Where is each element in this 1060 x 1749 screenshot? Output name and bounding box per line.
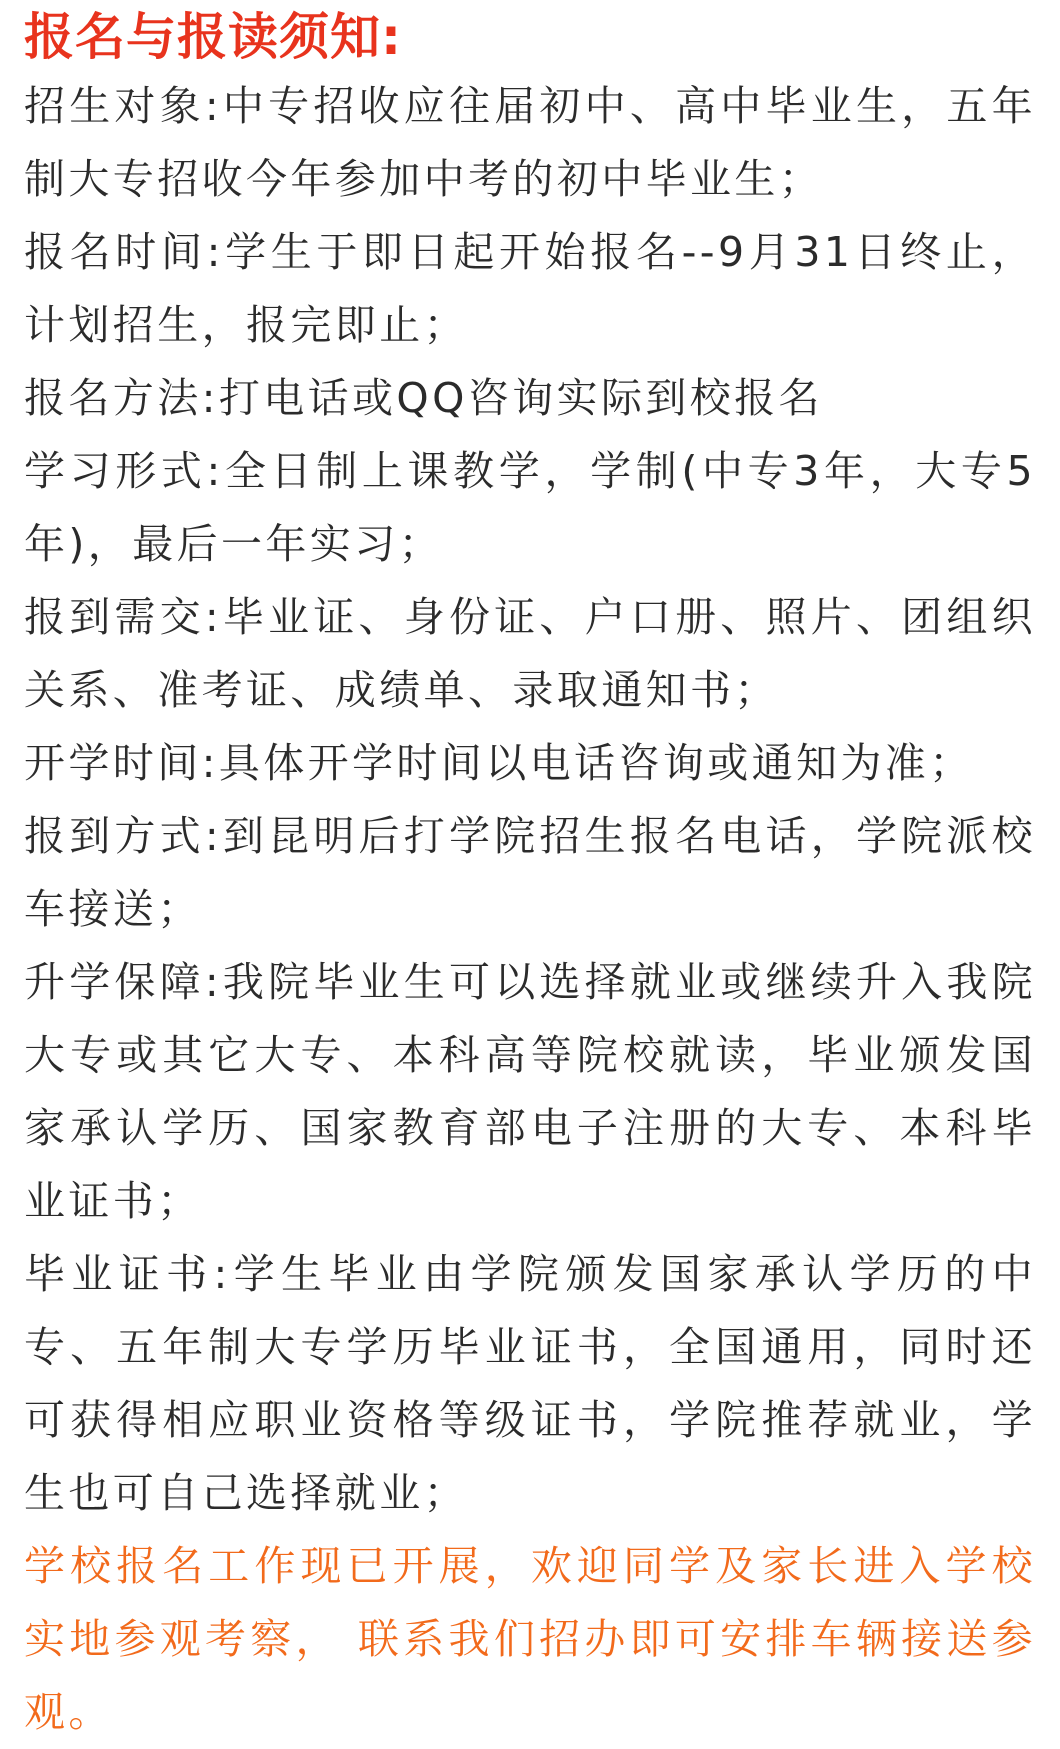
item-start-date: 开学时间:具体开学时间以电话咨询或通知为准； <box>24 739 974 787</box>
requirements-list <box>24 70 1036 1749</box>
item-registration-method: 报名方法:打电话或QQ咨询实际到校报名 <box>24 374 823 422</box>
campus-visit-notice: 学校报名工作现已开展，欢迎同学及家长进入学校实地参观考察， 联系我们招办即可安排车辆接送参观。 <box>24 1542 1036 1736</box>
item-target-students: 招生对象:中专招收应往届初中、高中毕业生，五年制大专招收今年参加中考的初中毕业生； <box>24 82 1036 203</box>
item-arrival-method: 报到方式:到昆明后打学院招生报名电话，学院派校车接送； <box>24 812 1036 933</box>
document-title: 报名与报读须知: <box>24 8 402 66</box>
item-registration-time: 报名时间:学生于即日起开始报名--9月31日终止，计划招生，报完即止； <box>24 228 1036 349</box>
item-diploma: 毕业证书:学生毕业由学院颁发国家承认学历的中专、五年制大专学历毕业证书，全国通用，同时还可获得相应职业资格等级证书，学院推荐就业，学生也可自己选择就业； <box>24 1250 1036 1517</box>
item-further-study: 升学保障:我院毕业生可以选择就业或继续升入我院大专或其它大专、本科高等院校就读，毕业颁发国家承认学历、国家教育部电子注册的大专、本科毕业证书； <box>24 958 1036 1225</box>
item-required-documents: 报到需交:毕业证、身份证、户口册、照片、团组织关系、准考证、成绩单、录取通知书； <box>24 593 1036 714</box>
item-study-format: 学习形式:全日制上课教学，学制(中专3年，大专5年)，最后一年实习； <box>24 447 1036 568</box>
